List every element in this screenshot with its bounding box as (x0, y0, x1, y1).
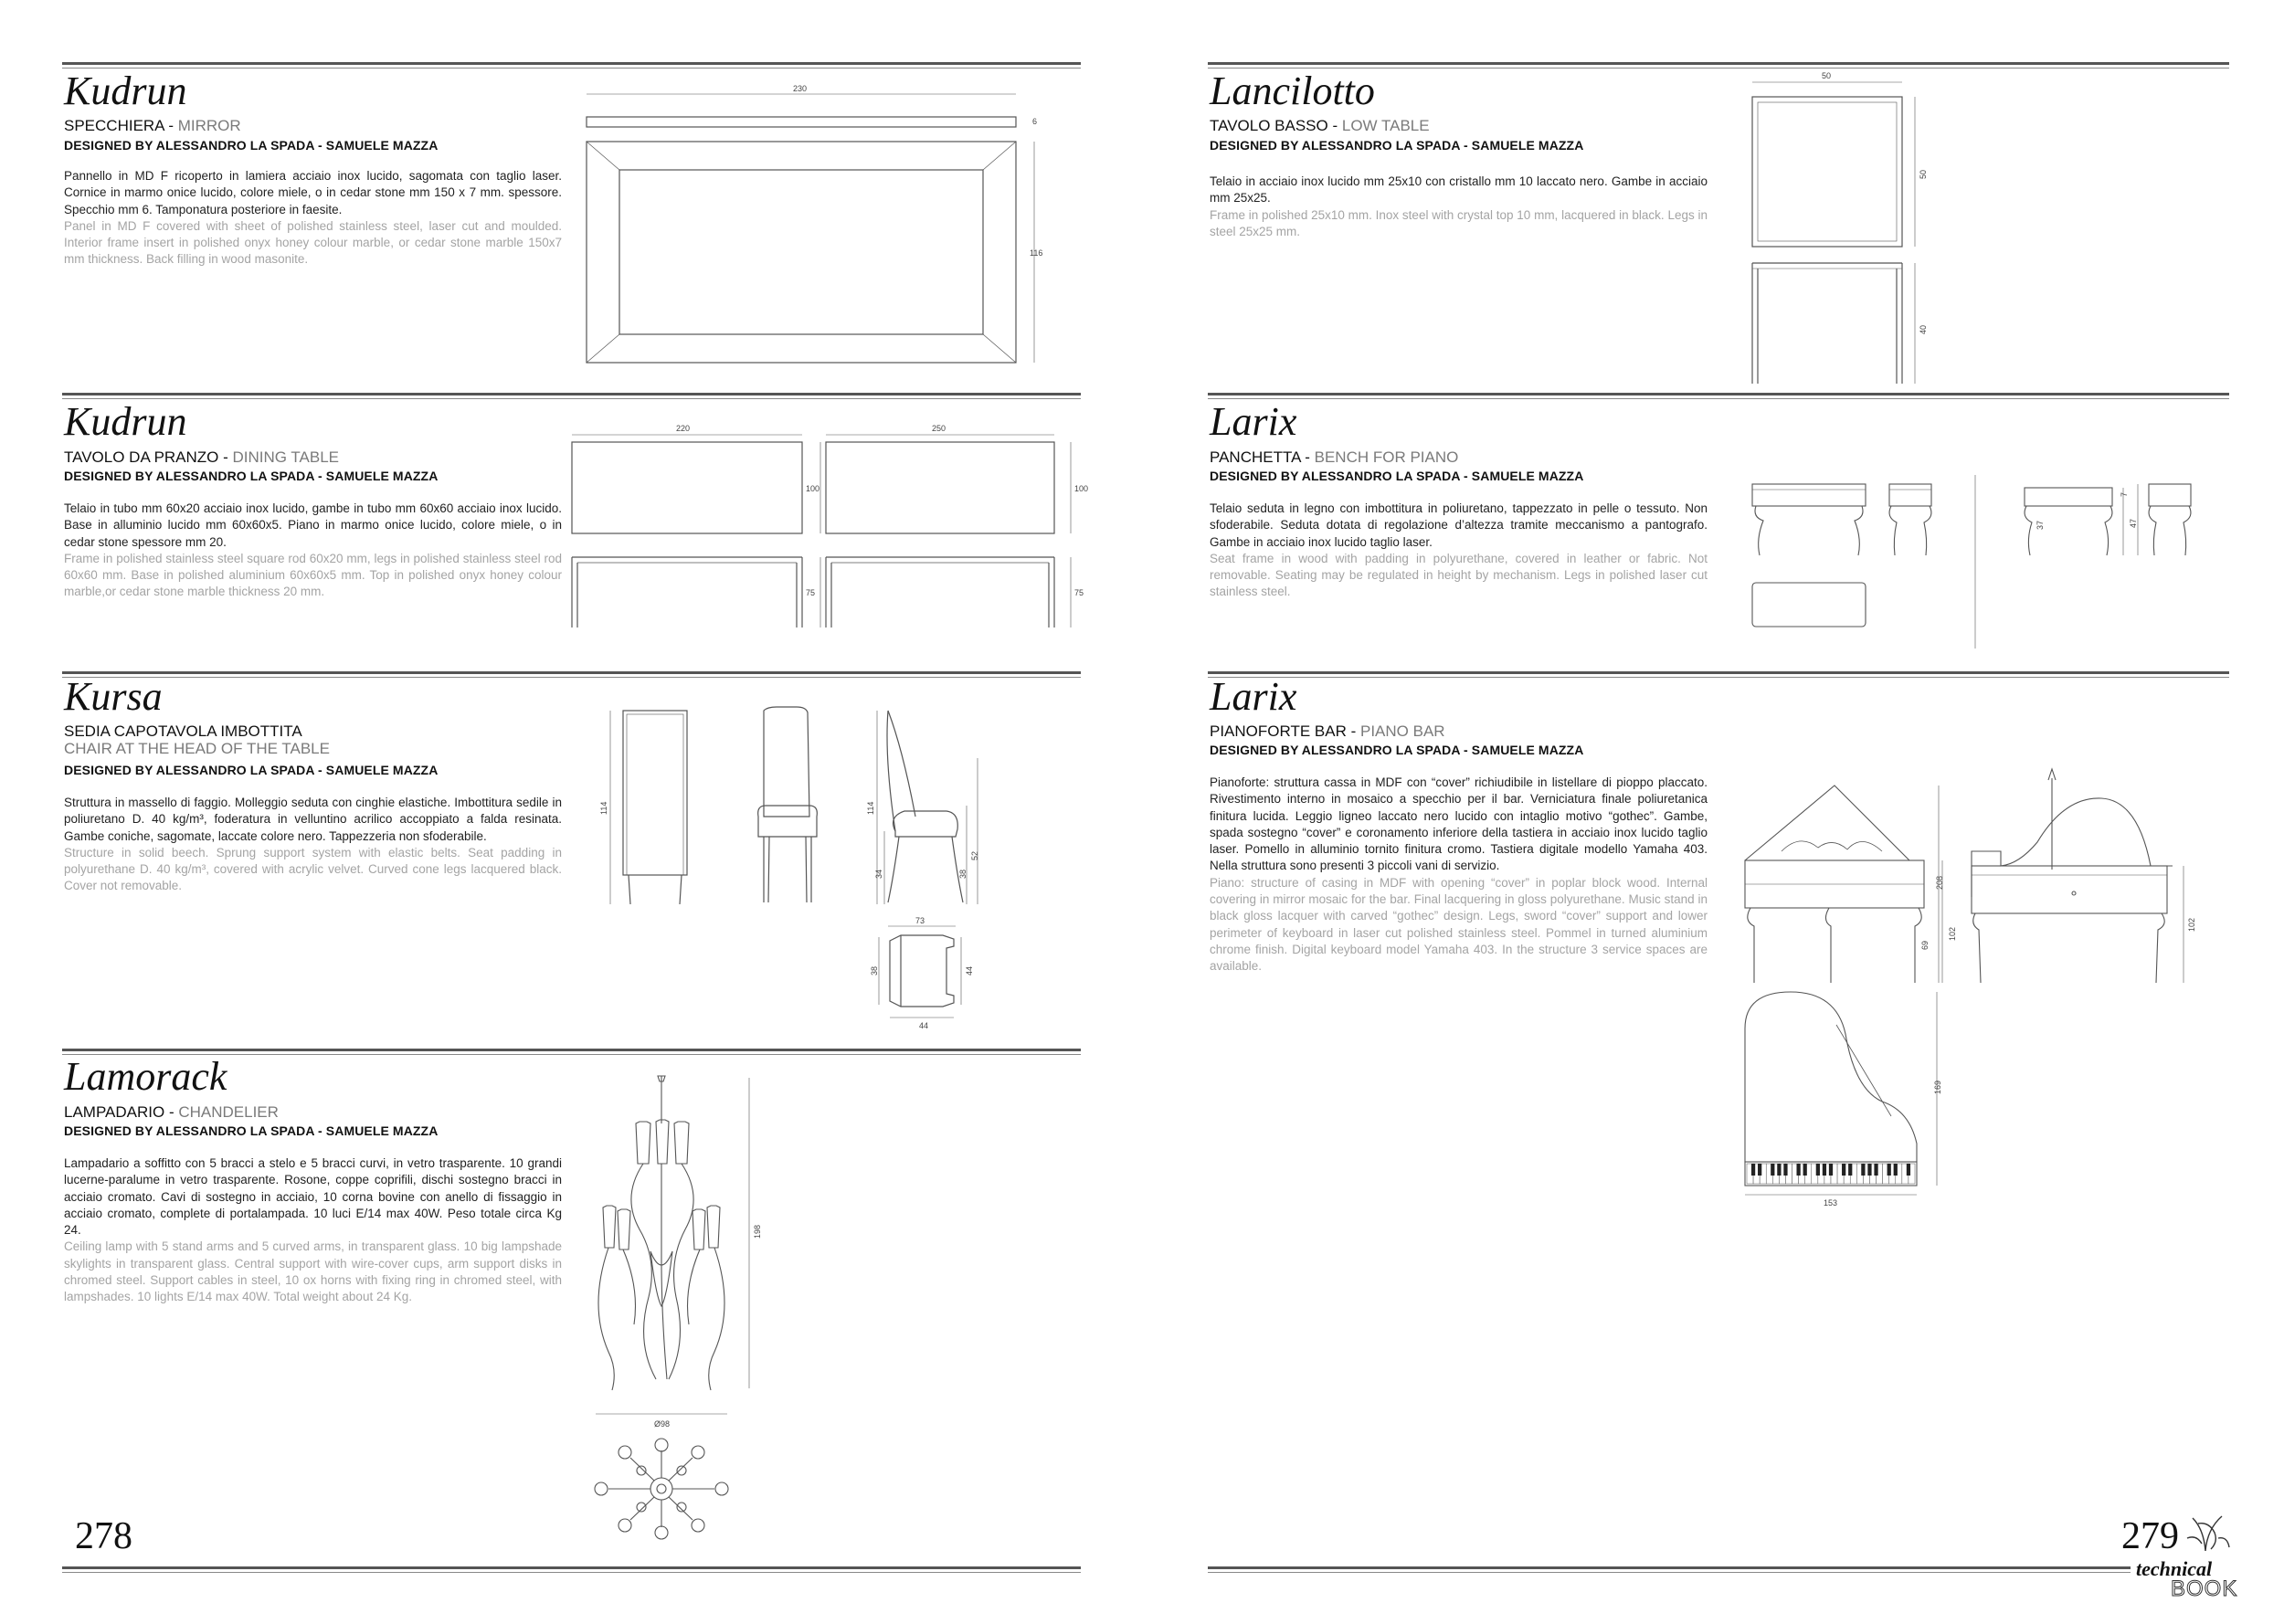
dimension-label: Ø98 (654, 1419, 671, 1429)
dimension-label: 40 (1919, 324, 1928, 334)
page-number-left: 278 (75, 1515, 132, 1557)
designer-credit: DESIGNED BY ALESSANDRO LA SPADA - SAMUELE MAZZA (1210, 469, 1584, 483)
subtitle-italian: PIANOFORTE BAR (1210, 722, 1347, 740)
subtitle-italian: TAVOLO BASSO (1210, 117, 1328, 134)
piano-black-key (1758, 1164, 1761, 1176)
product-description (1210, 174, 1708, 240)
chair-drawing (594, 703, 1069, 1041)
subtitle-separator: - (1346, 722, 1360, 740)
piano-black-key (1861, 1164, 1865, 1176)
subtitle-english: DINING TABLE (232, 448, 340, 466)
designer-credit: DESIGNED BY ALESSANDRO LA SPADA - SAMUELE MAZZA (64, 469, 439, 483)
product-title: Larix (1210, 674, 1297, 719)
dimension-label: 52 (970, 850, 979, 860)
piano-black-key (1894, 1164, 1898, 1176)
subtitle-separator: - (164, 1103, 179, 1121)
dimension-label: 73 (915, 916, 925, 925)
dimension-label: 44 (919, 1021, 929, 1030)
brand-subname: BOOK (2171, 1577, 2238, 1601)
description-english: Frame in polished 25x10 mm. Inox steel with crystal top 10 mm, lacquered in black. Legs in steel 25x25 mm. (1210, 207, 1708, 238)
description-italian: Lampadario a soffitto con 5 bracci a stelo e 5 bracci curvi, in vetro trasparente. 10 grandi lucerne-paralume in vetro trasparente. Rosone, coppe copriﬁli, dischi sostegno bracci in acciaio cromato. Cavi di sostegno in acciaio, 10 corna bovine con anello di ﬁssaggio in acciaio cromato, complete di portalampada. 10 luci E/14 max 40W. Peso totale circa Kg 24. (64, 1156, 562, 1238)
piano-black-key (1823, 1164, 1826, 1176)
dimension-label: 220 (676, 424, 691, 433)
product-subtitle (64, 117, 241, 134)
product-subtitle (64, 722, 330, 757)
piano-black-key (1842, 1164, 1845, 1176)
dimension-label: 250 (932, 424, 946, 433)
description-english: Seat frame in wood with padding in polyurethane, covered in leather or fabric. Not removable. Seating may be regulated in height by mechanism. Legs in polished laser cut stainless steel. (1210, 551, 1708, 599)
section-divider (1208, 62, 2229, 65)
subtitle-english: BENCH FOR PIANO (1314, 448, 1459, 466)
product-description (64, 501, 562, 601)
product-description (1210, 501, 1708, 601)
dimension-label: 38 (958, 869, 968, 879)
description-english: Piano: structure of casing in MDF with opening “cover” in poplar block wood. Internal covering in mirror mosaic for the bar. Final lacquering in gloss polyurethane. Music stand in black gloss lacquer with carved “gothec” design. Legs, sword “cover” support and lower perimeter of keyboard in laser cut polished stainless steel. Pommel in turned aluminium chrome ﬁnish. Digital keyboard model Yamaha 403. In the structure 3 service spaces are available. (1210, 875, 1708, 974)
dimension-label: 47 (2129, 518, 2138, 528)
dimension-label: 34 (874, 869, 883, 879)
subtitle-italian: PANCHETTA (1210, 448, 1301, 466)
section-divider (62, 1566, 1081, 1569)
dimension-label: 100 (1074, 484, 1089, 493)
dimension-label: 7 (2120, 491, 2129, 497)
product-title: Kursa (64, 674, 163, 719)
section-divider (1208, 393, 2229, 395)
product-subtitle (1210, 448, 1458, 466)
page-number-right: 279 (2121, 1515, 2179, 1557)
subtitle-separator: - (218, 448, 233, 466)
dimension-label: 230 (793, 84, 808, 93)
description-italian: Telaio seduta in legno con imbottitura in poliuretano, tappezzato in pelle o tessuto. Non sfoderabile. Seduta dotata di regolazione d’altezza tramite meccanismo a pantografo. Gambe in acciaio inox lucido taglio laser. (1210, 501, 1708, 549)
piano-black-key (1751, 1164, 1755, 1176)
dining-table-drawing (566, 420, 1087, 639)
piano-black-key (1874, 1164, 1877, 1176)
dimension-label: 116 (1030, 248, 1043, 258)
subtitle-italian: SEDIA CAPOTAVOLA IMBOTTITA (64, 722, 302, 740)
brand-name: technical (2136, 1557, 2213, 1580)
dimension-label: 100 (806, 484, 820, 493)
subtitle-english: LOW TABLE (1341, 117, 1430, 134)
description-english: Frame in polished stainless steel square rod 60x20 mm, legs in polished stainless steel rod 60x60 mm. Base in polished aluminium 60x60x5 mm. Top in polished onyx honey colour marble,or cedar stone marble thickness 20 mm. (64, 551, 562, 599)
piano-black-key (1907, 1164, 1910, 1176)
subtitle-separator: - (1300, 448, 1315, 466)
section-divider (62, 62, 1081, 65)
dimension-label: 44 (965, 965, 974, 975)
product-description (1210, 775, 1708, 975)
section-divider (62, 671, 1081, 674)
subtitle-separator: - (164, 117, 178, 134)
piano-bench-drawing (1736, 475, 2247, 658)
designer-credit: DESIGNED BY ALESSANDRO LA SPADA - SAMUELE MAZZA (1210, 138, 1584, 153)
dimension-label: 153 (1824, 1198, 1838, 1207)
subtitle-english: PIANO BAR (1360, 722, 1445, 740)
piano-keyboard (1747, 1164, 1915, 1184)
subtitle-english: MIRROR (177, 117, 241, 134)
dimension-label: 198 (753, 1224, 762, 1239)
dimension-label: 114 (599, 801, 608, 815)
piano-black-key (1816, 1164, 1820, 1176)
subtitle-english: CHANDELIER (178, 1103, 279, 1121)
section-divider (62, 393, 1081, 395)
product-subtitle (64, 1103, 279, 1121)
description-english: Ceiling lamp with 5 stand arms and 5 curved arms, in transparent glass. 10 big lampshade skylights in transparent glass. Central support with wire-cover cups, arm support disks in chromed steel. Support cables in steel, 10 ox horns with fixing ring in chromed steel, with lampshades. 10 lights E/14 max 40W. Total weight about 24 Kg. (64, 1239, 562, 1304)
product-subtitle (1210, 117, 1430, 134)
dimension-label: 37 (2036, 520, 2045, 530)
subtitle-italian: LAMPADARIO (64, 1103, 165, 1121)
piano-bar-drawing (1727, 760, 2202, 1207)
piano-black-key (1771, 1164, 1774, 1176)
description-italian: Telaio in tubo mm 60x20 acciaio inox lucido, gambe in tubo mm 60x60 acciaio inox lucido. Base in alluminio lucido mm 60x60x5. Piano in marmo onice lucido, colore miele, o in cedar stone spessore mm 20. (64, 501, 562, 549)
section-divider (1208, 1566, 2131, 1569)
dimension-label: 102 (1948, 926, 1957, 941)
description-italian: Pannello in MD F ricoperto in lamiera acciaio inox lucido, sagomata con taglio laser. Cornice in marmo onice lucido, colore miele, o in cedar stone mm 150 x 7 mm. spessore. Specchio mm 6. Tamponatura posteriore in faesite. (64, 169, 562, 216)
piano-black-key (1777, 1164, 1781, 1176)
piano-black-key (1867, 1164, 1871, 1176)
dimension-label: 208 (1935, 875, 1944, 890)
piano-black-key (1803, 1164, 1807, 1176)
subtitle-italian: TAVOLO DA PRANZO (64, 448, 219, 466)
dimension-label: 169 (1933, 1080, 1942, 1094)
product-title: Lamorack (64, 1054, 227, 1099)
dimension-label: 50 (1919, 169, 1928, 179)
designer-credit: DESIGNED BY ALESSANDRO LA SPADA - SAMUELE MAZZA (64, 763, 439, 777)
product-title: Larix (1210, 399, 1297, 444)
subtitle-english: CHAIR AT THE HEAD OF THE TABLE (64, 740, 330, 757)
product-description (64, 795, 562, 895)
product-subtitle (1210, 722, 1445, 740)
dimension-label: 38 (870, 965, 879, 975)
dimension-label: 6 (1032, 117, 1038, 126)
dimension-label: 69 (1920, 940, 1930, 950)
product-title: Kudrun (64, 69, 187, 113)
low-table-drawing (1736, 69, 1937, 389)
dimension-label: 114 (866, 801, 875, 815)
section-divider (1208, 671, 2229, 674)
dimension-label: 50 (1822, 71, 1832, 80)
designer-credit: DESIGNED BY ALESSANDRO LA SPADA - SAMUELE MAZZA (64, 1123, 439, 1138)
section-divider (62, 1049, 1081, 1051)
subtitle-separator: - (1327, 117, 1342, 134)
dimension-label: 75 (806, 588, 816, 597)
product-subtitle (64, 448, 339, 466)
piano-black-key (1783, 1164, 1787, 1176)
description-italian: Struttura in massello di faggio. Molleggio seduta con cinghie elastiche. Imbottitura sedile in poliuretano D. 40 kg/m³, foderatura in velluntino acrilico accoppiato a falda resinata. Gambe coniche, sagomate, laccate colore nero. Tappezzeria non sfoderabile. (64, 796, 562, 843)
product-description (64, 1155, 562, 1306)
subtitle-italian: SPECCHIERA (64, 117, 164, 134)
description-english: Structure in solid beech. Sprung support system with elastic belts. Seat padding in polyurethane D. 40 kg/m³, covered with acrylic velvet. Curved cone legs lacquered black. Cover not removable. (64, 845, 562, 893)
product-title: Kudrun (64, 399, 187, 444)
chandelier-top-view (585, 1434, 749, 1544)
dimension-label: 102 (2187, 917, 2196, 932)
product-title: Lancilotto (1210, 69, 1375, 113)
piano-black-key (1796, 1164, 1800, 1176)
product-description (64, 168, 562, 269)
mirror-drawing (576, 80, 1051, 373)
description-english: Panel in MD F covered with sheet of polished stainless steel, laser cut and moulded. Interior frame insert in polished onyx honey colour marble, or cedar stone marble 150x7 mm thickness. Back filling in wood masonite. (64, 218, 562, 267)
description-italian: Pianoforte: struttura cassa in MDF con “cover” richiudibile in listellare di pioppo placcato. Rivestimento interno in mosaico a specchio per il bar. Verniciatura ﬁnale poliuretanica ﬁnitura lucida. Leggio ligneo laccato nero lucido con intaglio motivo “gothec”. Gambe, spada sostegno “cover” e coronamento inferiore della tastiera in acciaio inox lucido taglio laser. Pomello in alluminio tornito ﬁnitura cromo. Tastiera digitale modello Yamaha 403. Nella struttura sono presenti 3 piccoli vani di servizio. (1210, 775, 1708, 873)
piano-black-key (1829, 1164, 1833, 1176)
piano-black-key (1887, 1164, 1891, 1176)
description-italian: Telaio in acciaio inox lucido mm 25x10 con cristallo mm 10 laccato nero. Gambe in acciaio mm 25x25. (1210, 174, 1708, 206)
piano-black-key (1848, 1164, 1852, 1176)
designer-credit: DESIGNED BY ALESSANDRO LA SPADA - SAMUELE MAZZA (64, 138, 439, 153)
dimension-label: 75 (1074, 588, 1084, 597)
designer-credit: DESIGNED BY ALESSANDRO LA SPADA - SAMUELE MAZZA (1210, 743, 1584, 757)
